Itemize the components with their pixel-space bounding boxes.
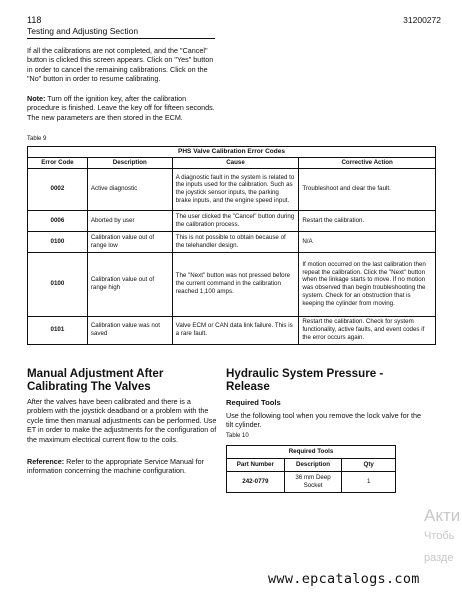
error-code-cell: 0100 xyxy=(28,231,88,252)
column-header: Part Number xyxy=(227,459,285,472)
action-cell: Restart the calibration. Check for system functionality, active faults, and event codes if the error occurs again. xyxy=(299,316,436,344)
table-row xyxy=(28,252,436,316)
column-header: Qty xyxy=(342,459,396,472)
column-header: Description xyxy=(284,459,342,472)
cause-cell: A diagnostic fault in the system is related to the inputs used for the calibration. Such as the joystick sensor inputs, the parking brake inputs, and the engine speed input. xyxy=(172,168,299,210)
table-9-label: Table 9 xyxy=(27,136,47,142)
table-title: PHS Valve Calibration Error Codes xyxy=(28,147,436,158)
table-row xyxy=(28,231,436,252)
part-number-cell: 242-0779 xyxy=(227,472,285,493)
cause-cell: This is not possible to obtain because of the telehandler design. xyxy=(172,231,299,252)
description-cell: Calibration value out of range low xyxy=(87,231,172,252)
note-text: Turn off the ignition key, after the calibration procedure is finished. Leave the key off for fifteen seconds. The new parameters are then stored in the ECM. xyxy=(27,94,215,122)
table-title: Required Tools xyxy=(227,446,396,459)
note-paragraph xyxy=(27,94,217,122)
column-header: Cause xyxy=(172,157,299,168)
error-code-cell: 0002 xyxy=(28,168,88,210)
error-code-cell: 0006 xyxy=(28,210,88,231)
required-tools-paragraph: Use the following tool when you remove the lock valve for the tilt cylinder. xyxy=(226,411,421,430)
manual-adjustment-heading: Manual Adjustment After Calibrating The Valves xyxy=(27,367,164,393)
required-tools-table xyxy=(226,445,396,493)
description-cell: Active diagnostic xyxy=(87,168,172,210)
table-10-label: Table 10 xyxy=(226,433,249,439)
action-cell: N/A xyxy=(299,231,436,252)
section-title: Testing and Adjusting Section xyxy=(27,26,139,36)
table-row xyxy=(28,210,436,231)
column-header: Corrective Action xyxy=(299,157,436,168)
reference-paragraph xyxy=(27,457,217,476)
activation-watermark: разде xyxy=(424,552,454,564)
hydraulic-pressure-heading: Hydraulic System Pressure - Release xyxy=(226,367,384,393)
table-row xyxy=(28,168,436,210)
manual-adjustment-paragraph: After the valves have been calibrated and there is a problem with the joystick deadband or a problem with the cycle time then manual adjustments can be performed. Use ET in order to make the adjustments for the configuration of the maximum electrical current flow to the coils. xyxy=(27,397,217,444)
description-cell: Aborted by user xyxy=(87,210,172,231)
reference-label: Reference: xyxy=(27,457,65,466)
document-id: 31200272 xyxy=(403,15,441,25)
description-cell: Calibration value was not saved xyxy=(87,316,172,344)
description-cell: Calibration value out of range high xyxy=(87,252,172,316)
description-cell: 36 mm Deep Socket xyxy=(284,472,342,493)
activation-watermark: Акти xyxy=(424,506,461,525)
note-label: Note: xyxy=(27,94,46,103)
action-cell: If motion occurred on the last calibration then repeat the calibration. Click the "Next" button when the linkage starts to move. If no motion was observed than begin troubleshooting the system. Check for an obstruction that is keeping the cylinder from moving. xyxy=(299,252,436,316)
column-header: Error Code xyxy=(28,157,88,168)
reference-text: Refer to the appropriate Service Manual for information concerning the machine configuration. xyxy=(27,457,204,476)
calibration-cancel-paragraph: If all the calibrations are not completed, and the "Cancel" button is clicked this screen appears. Click on "Yes" button in order to cancel the remaining calibrations. Click on the "No" button in order to resume calibrating. xyxy=(27,46,214,84)
error-code-cell: 0101 xyxy=(28,316,88,344)
cause-cell: The user clicked the "Cancel" button during the calibration process. xyxy=(172,210,299,231)
cause-cell: Valve ECM or CAN data link failure. This is a rare fault. xyxy=(172,316,299,344)
error-code-cell: 0100 xyxy=(28,252,88,316)
table-row xyxy=(227,472,396,493)
column-header: Description xyxy=(87,157,172,168)
action-cell: Troubleshoot and clear the fault. xyxy=(299,168,436,210)
cause-cell: The "Next" button was not pressed before the current command in the calibration reached 1,100 amps. xyxy=(172,252,299,316)
header-rule xyxy=(27,38,215,39)
action-cell: Restart the calibration. xyxy=(299,210,436,231)
activation-watermark: Чтобь xyxy=(424,530,455,542)
website-watermark: www.epcatalogs.com xyxy=(268,571,420,587)
qty-cell: 1 xyxy=(342,472,396,493)
page-number: 118 xyxy=(27,15,42,25)
table-row xyxy=(28,316,436,344)
error-codes-table xyxy=(27,146,436,345)
required-tools-heading: Required Tools xyxy=(226,398,281,407)
